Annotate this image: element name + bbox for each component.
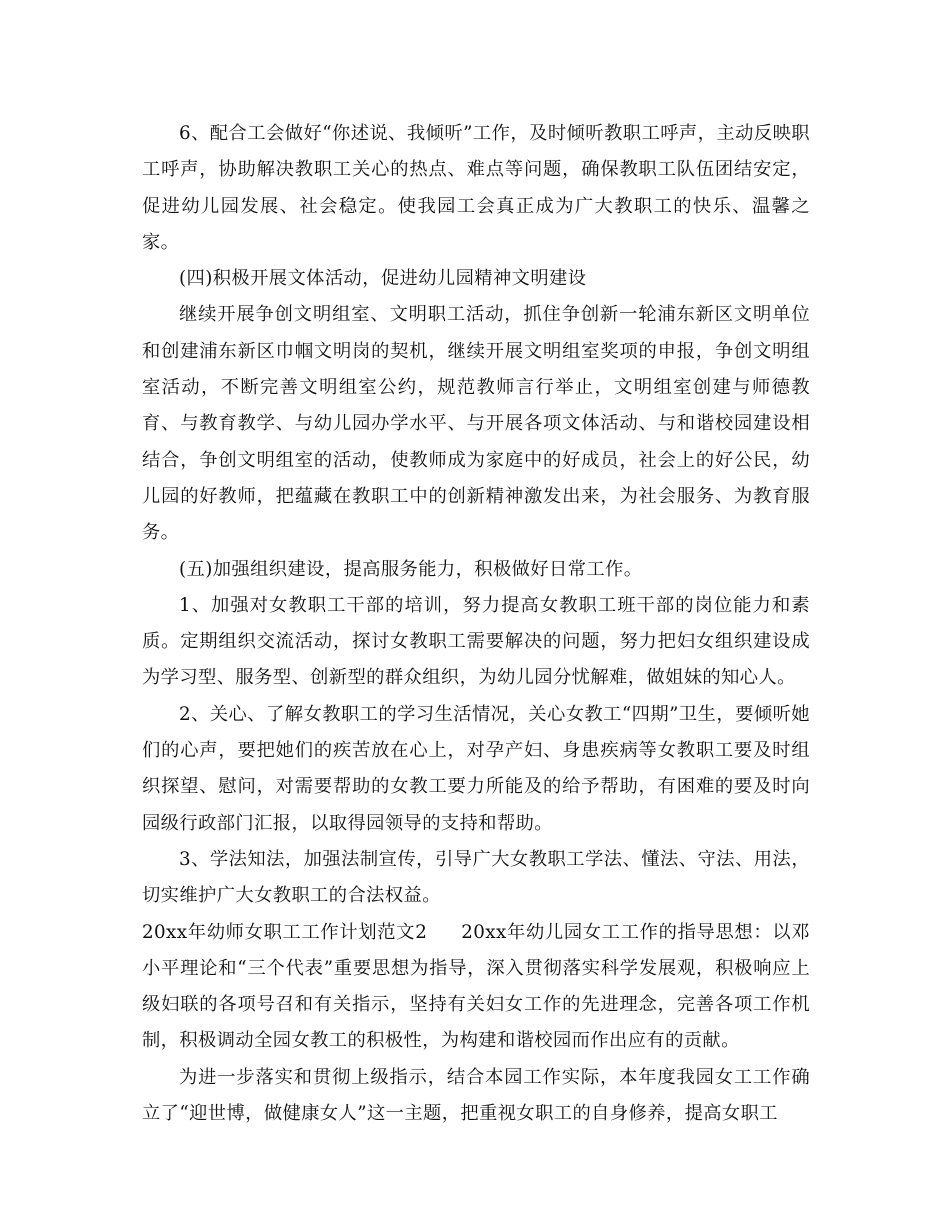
paragraph-union-work: 6、配合工会做好“你述说、我倾听”工作，及时倾听教职工呼声，主动反映职工呼声，协助解决教职工关心的热点、难点等问题，确保教职工队伍团结安定，促进幼儿园发展、社会稳定。使我园工会真正成为广大教职工的快乐、温馨之家。 [142,123,810,253]
paragraph-civilized-groups: 继续开展争创文明组室、文明职工活动，抓住争创新一轮浦东新区文明单位和创建浦东新区巾帼文明岗的契机，继续开展文明组室奖项的申报，争创文明组室活动，不断完善文明组室公约，规范教师言行举止，文明组室创建与师德教育、与教育教学、与幼儿园办学水平、与开展各项文体活动、与和谐校园建设相结合，争创文明组室的活动，使教师成为家庭中的好成员，社会上的好公民，幼儿园的好教师，把蕴藏在教职工中的创新精神激发出来，为社会服务、为教育服务。 [142,304,810,544]
paragraph-care-for-staff: 2、关心、了解女教职工的学习生活情况，关心女教工“四期”卫生，要倾听她们的心声，要把她们的疾苦放在心上，对孕产妇、身患疾病等女教职工要及时组织探望、慰问，对需要帮助的女教工要力所能及的给予帮助，有困难的要及时向园级行政部门汇报，以取得园领导的支持和帮助。 [142,703,810,834]
heading-organization-building: (五)加强组织建设，提高服务能力，积极做好日常工作。 [179,558,643,580]
section-two-paragraph [142,915,810,1060]
document-body [142,116,810,1132]
heading-cultural-activities: (四)积极开展文体活动，促进幼儿园精神文明建设 [179,268,587,290]
paragraph-theme: 为进一步落实和贯彻上级指示，结合本园工作实际，本年度我园女工工作确立了“迎世博，做健康女人”这一主题，把重视女职工的自身修养，提高女职工 [142,1066,810,1125]
paragraph-law-awareness: 3、学法知法，加强法制宣传，引导广大女教职工学法、懂法、守法、用法，切实维护广大女教职工的合法权益。 [142,848,810,907]
paragraph-cadre-training: 1、加强对女教职工干部的培训，努力提高女教职工班干部的岗位能力和素质。定期组织交流活动，探讨女教职工需要解决的问题，努力把妇女组织建设成为学习型、服务型、创新型的群众组织，为幼儿园分忧解难，做姐妹的知心人。 [142,594,810,689]
section-title: 20xx年幼师女职工工作计划范文2 [142,921,428,943]
section-body: 20xx年幼儿园女工工作的指导思想：以邓小平理论和“三个代表”重要思想为指导，深入贯彻落实科学发展观，积极响应上级妇联的各项号召和有关指示，坚持有关妇女工作的先进理念，完善各项工作机制，积极调动全园女教工的积极性，为构建和谐校园而作出应有的贡献。 [142,921,810,1052]
